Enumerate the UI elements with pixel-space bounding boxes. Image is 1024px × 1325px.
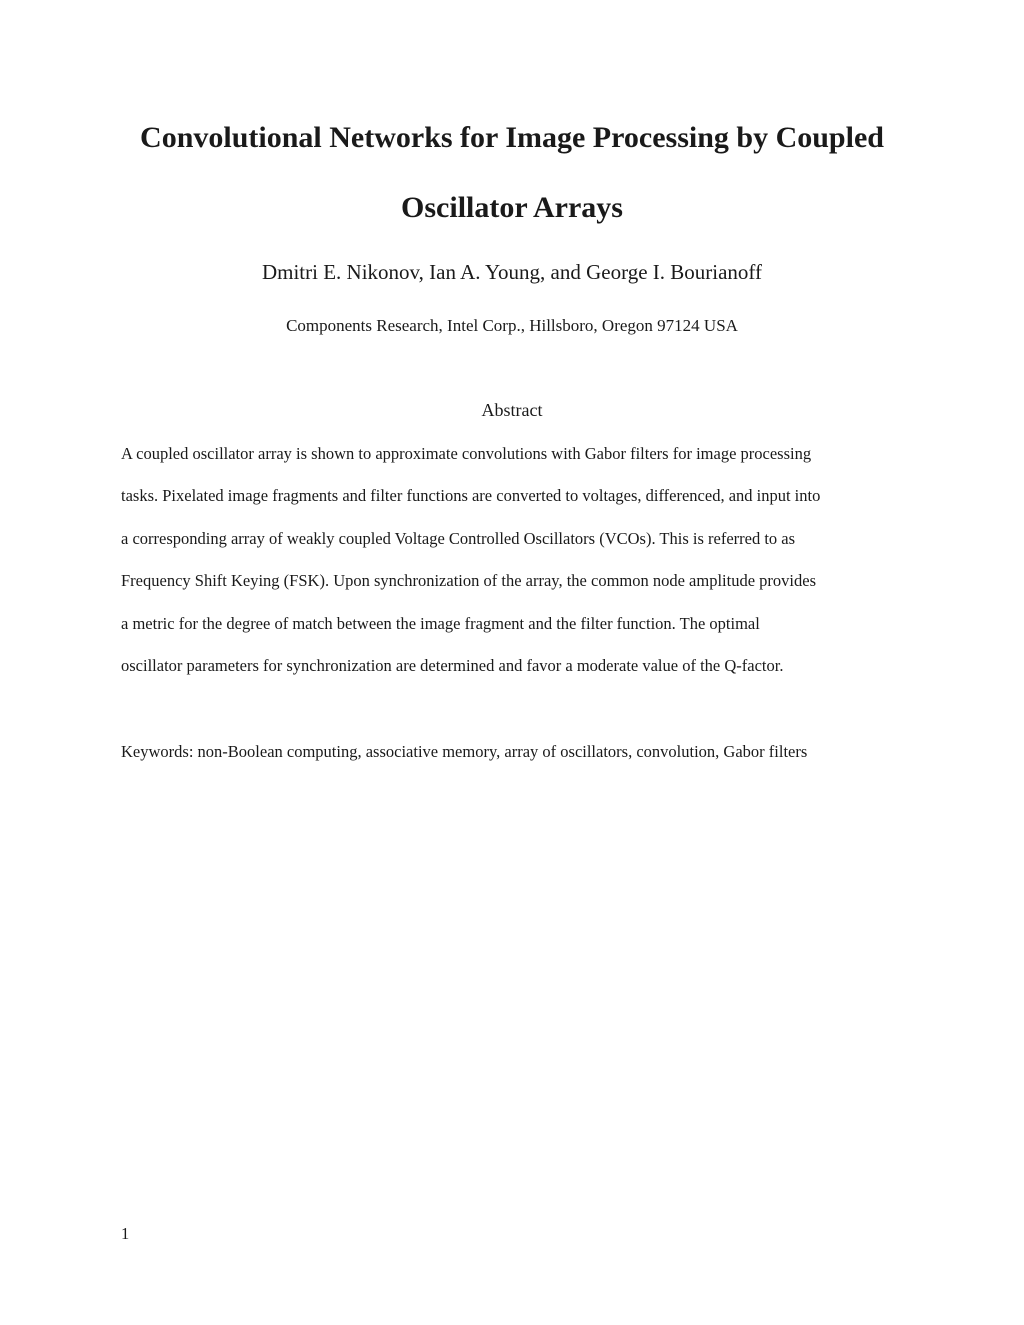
abstract-line: tasks. Pixelated image fragments and filter functions are converted to voltages, differenced, and input into	[121, 486, 821, 506]
author-list: Dmitri E. Nikonov, Ian A. Young, and George I. Bourianoff	[261, 260, 763, 284]
affiliation: Components Research, Intel Corp., Hillsboro, Oregon 97124 USA	[286, 316, 738, 335]
abstract-body	[121, 440, 911, 694]
abstract-line: A coupled oscillator array is shown to approximate convolutions with Gabor filters for image processing	[121, 444, 812, 463]
abstract-line: oscillator parameters for synchronization are determined and favor a moderate value of the Q-factor.	[121, 655, 784, 675]
abstract-line: a corresponding array of weakly coupled Voltage Controlled Oscillators (VCOs). This is referred to as	[121, 528, 796, 548]
page-number: 1	[121, 1224, 130, 1243]
paper-title-line-1: Convolutional Networks for Image Processing by Coupled	[140, 121, 884, 154]
abstract-heading: Abstract	[481, 400, 543, 420]
abstract-line: Frequency Shift Keying (FSK). Upon synchronization of the array, the common node amplitude provides	[121, 571, 816, 591]
paper-title-line-2: Oscillator Arrays	[401, 191, 623, 224]
keywords: Keywords: non-Boolean computing, associative memory, array of oscillators, convolution, Gabor filters	[121, 742, 808, 761]
abstract-line: a metric for the degree of match between the image fragment and the filter function. The optimal	[121, 613, 760, 633]
